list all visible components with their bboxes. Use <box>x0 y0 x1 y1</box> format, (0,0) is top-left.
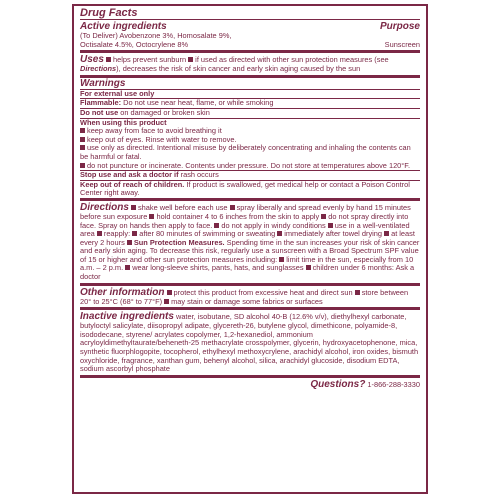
directions-heading: Directions <box>80 201 129 213</box>
bullet-icon <box>80 163 85 168</box>
bullet-icon <box>80 145 85 150</box>
direction-item: do not apply in windy conditions <box>221 220 326 230</box>
bullet-icon <box>127 240 132 245</box>
inactive-ingredients-section <box>80 310 420 378</box>
other-item: protect this product from excessive heat and direct sun <box>173 287 353 297</box>
bullet-icon <box>306 265 311 270</box>
inactive-ingredients-text: water, isobutane, SD alcohol 40-B (12.6% v/v), diethylhexyl carbonate, butyloctyl salicylate, diisopropyl adipate, glycereth-26, butylene glycol, dimethicone, polyamide-8, isododecane, styrene/ acrylates copolymer, 1,2-hexanediol, ammonium acryloyldimethyltaurate/beheneth-25 methacrylate crosspolymer, glycerin, hydroxyacetophenone, mica, synthetic fluorphlogopite, tocopherol, ethylhexyl methoxycrylene, arachidyl alcohol, iron oxides, bismuth oxychloride, fragrance, xanthan gum, behenyl alcohol, silica, arachidyl glucoside, disodium EDTA, sodium ascorbyl phosphate <box>80 312 419 374</box>
other-item: may stain or damage some fabrics or surfaces <box>171 296 323 306</box>
measure-item: children under 6 months: Ask a doctor <box>80 263 415 282</box>
direction-item: immediately after towel drying <box>284 229 383 239</box>
stop-use-text: rash occurs <box>180 170 219 180</box>
bullet-icon <box>164 299 169 304</box>
purpose-value: Sunscreen <box>384 39 420 49</box>
bullet-icon <box>321 214 326 219</box>
direction-item: at least every 2 hours <box>80 229 415 247</box>
active-ingredients-section <box>80 20 420 53</box>
questions-phone[interactable]: 1-866-288-3330 <box>367 379 420 389</box>
bullet-icon <box>214 223 219 228</box>
active-line-2: Octisalate 4.5%, Octocrylene 8% <box>80 39 189 49</box>
direction-item: hold container 4 to 6 inches from the skin to apply <box>156 211 320 221</box>
direction-item: spray liberally and spread evenly by hand 15 minutes before sun exposure <box>80 202 411 221</box>
bullet-icon <box>384 231 389 236</box>
do-not-use-label: Do not use <box>80 107 119 117</box>
uses-item-2a: if used as directed with other sun protection measures (see <box>195 55 389 65</box>
do-not-use-text: on damaged or broken skin <box>120 107 210 117</box>
bullet-icon <box>106 57 111 62</box>
direction-item: do not spray directly into face. Spray on hands then apply to face. <box>80 211 409 230</box>
sun-protection-text: Spending time in the sun increases your risk of skin cancer and early skin aging. To decrease this risk, regularly use a sunscreen with a Broad Spectrum SPF value of 15 or higher and other sun protection measures including: <box>80 237 420 264</box>
inactive-ingredients-heading: Inactive ingredients <box>80 311 174 323</box>
warning-item: use only as directed. Intentional misuse by deliberately concentrating and inhaling the contents can be harmful or fatal. <box>80 143 411 161</box>
sun-protection-label: Sun Protection Measures. <box>133 237 225 247</box>
external-use-note: For external use only <box>80 90 420 100</box>
direction-item: after 80 minutes of swimming or sweating <box>139 229 276 239</box>
bullet-icon <box>188 57 193 62</box>
uses-heading: Uses <box>80 54 104 66</box>
active-line-1: (To Deliver) Avobenzone 3%, Homosalate 9%, <box>80 31 232 40</box>
bullet-icon <box>279 257 284 262</box>
warnings-heading: Warnings <box>80 78 420 90</box>
keep-out-text: If product is swallowed, get medical help or contact a Poison Control Center right away. <box>80 179 410 198</box>
direction-item: use in a well-ventilated area <box>80 220 410 239</box>
bullet-icon <box>125 265 130 270</box>
uses-item: helps prevent sunburn <box>112 55 187 65</box>
active-ingredients-heading: Active ingredients <box>80 21 167 32</box>
direction-item: shake well before each use <box>137 202 228 212</box>
questions-heading: Questions? <box>310 378 366 390</box>
questions-section <box>80 378 420 391</box>
measure-item: limit time in the sun, especially from 10 a.m. – 2 p.m. <box>80 254 414 273</box>
measure-item: wear long-sleeve shirts, pants, hats, and sunglasses <box>132 263 304 273</box>
flammable-text: Do not use near heat, flame, or while smoking <box>123 98 274 108</box>
bullet-icon <box>328 223 333 228</box>
uses-item-2b: ), decreases the risk of skin cancer and early skin aging caused by the sun <box>116 64 361 74</box>
bullet-icon <box>149 214 154 219</box>
warning-item: do not puncture or incinerate. Contents under pressure. Do not store at temperatures above 120°F. <box>87 160 410 170</box>
warning-item: keep out of eyes. Rinse with water to remove. <box>87 134 237 144</box>
other-item: store between 20° to 25°C (68° to 77°F) <box>80 287 409 306</box>
other-information-section <box>80 286 420 311</box>
uses-section <box>80 53 420 78</box>
bullet-icon <box>132 231 137 236</box>
bullet-icon <box>167 290 172 295</box>
flammable-label: Flammable: <box>80 98 122 108</box>
directions-reference: Directions <box>80 64 117 74</box>
bullet-icon <box>277 231 282 236</box>
bullet-icon <box>230 205 235 210</box>
purpose-heading: Purpose <box>379 21 420 32</box>
drug-facts-title: Drug Facts <box>80 7 420 20</box>
directions-section <box>80 201 420 286</box>
bullet-icon <box>131 205 136 210</box>
warning-item: keep away from face to avoid breathing it <box>87 126 222 136</box>
bullet-icon <box>97 231 102 236</box>
drug-facts-panel <box>72 4 428 494</box>
bullet-icon <box>355 290 360 295</box>
direction-item: reapply: <box>103 229 131 239</box>
warnings-section <box>80 78 420 201</box>
bullet-icon <box>80 128 85 133</box>
when-using-label: When using this product <box>80 117 167 127</box>
stop-use-label: Stop use and ask a doctor if <box>80 170 179 180</box>
other-information-heading: Other information <box>80 286 165 298</box>
keep-out-label: Keep out of reach of children. <box>80 179 185 189</box>
bullet-icon <box>80 137 85 142</box>
